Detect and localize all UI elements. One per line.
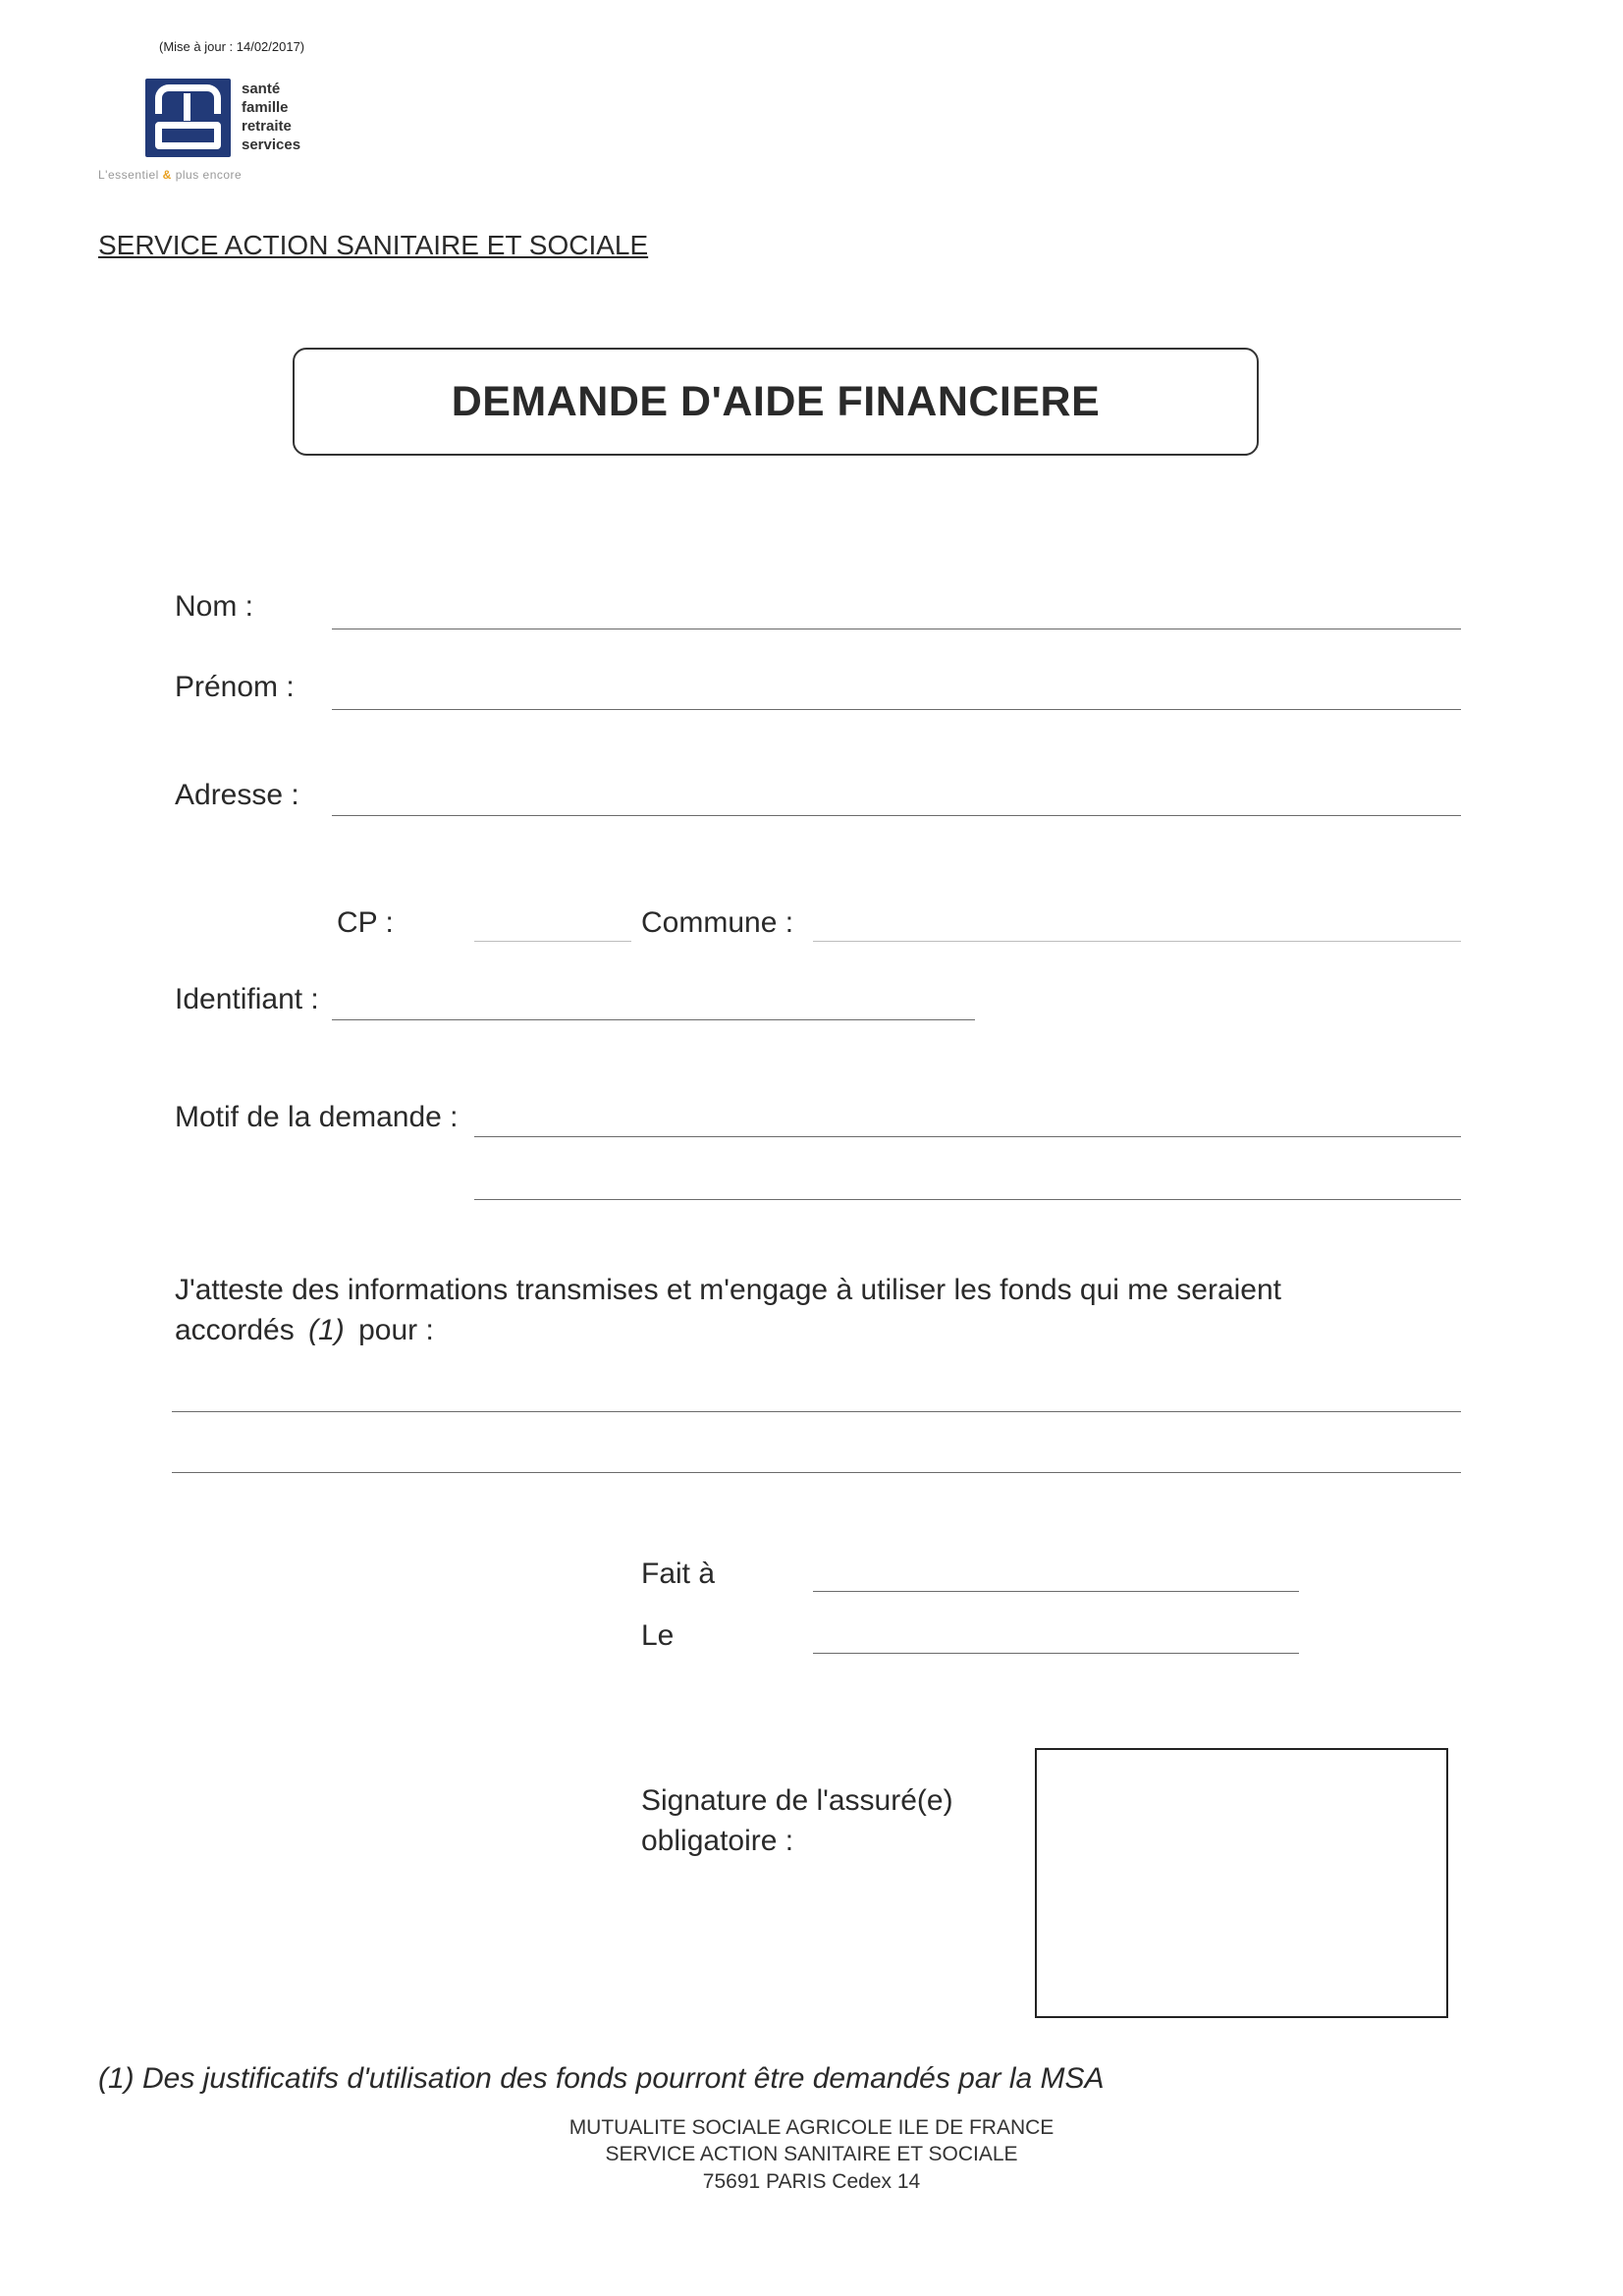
signature-label-line-2: obligatoire : bbox=[641, 1825, 794, 1857]
identifiant-label: Identifiant : bbox=[175, 983, 319, 1015]
logo-tagline: L'essentiel & plus encore bbox=[98, 168, 243, 182]
commune-field[interactable] bbox=[813, 941, 1461, 942]
adresse-field[interactable] bbox=[332, 815, 1461, 816]
attestation-text-line-1: J'atteste des informations transmises et m'engage à utiliser les fonds qui me seraient bbox=[175, 1274, 1282, 1306]
footer-line-3: 75691 PARIS Cedex 14 bbox=[702, 2170, 921, 2193]
service-title: SERVICE ACTION SANITAIRE ET SOCIALE bbox=[98, 230, 649, 260]
signature-box[interactable] bbox=[1035, 1748, 1448, 2018]
identifiant-field[interactable] bbox=[332, 1019, 975, 1020]
form-title: DEMANDE D'AIDE FINANCIERE bbox=[451, 377, 1101, 425]
attestation-field-line-2[interactable] bbox=[172, 1472, 1461, 1473]
logo-word-retraite: retraite bbox=[242, 118, 292, 135]
fait-a-field[interactable] bbox=[813, 1591, 1299, 1592]
logo-word-famille: famille bbox=[242, 99, 289, 116]
form-title-box bbox=[293, 348, 1259, 456]
prenom-field[interactable] bbox=[332, 709, 1461, 710]
adresse-label: Adresse : bbox=[175, 779, 299, 811]
motif-field-line-2[interactable] bbox=[474, 1199, 1461, 1200]
update-date-note: (Mise à jour : 14/02/2017) bbox=[159, 39, 305, 54]
cp-field[interactable] bbox=[474, 941, 631, 942]
attestation-text-line-2: accordés (1) pour : bbox=[175, 1314, 434, 1346]
msa-logo bbox=[145, 79, 231, 157]
motif-label: Motif de la demande : bbox=[175, 1101, 459, 1133]
cp-label: CP : bbox=[337, 906, 394, 939]
signature-label-line-1: Signature de l'assuré(e) bbox=[641, 1784, 953, 1817]
date-field[interactable] bbox=[813, 1653, 1299, 1654]
logo-word-services: services bbox=[242, 137, 301, 153]
motif-field-line-1[interactable] bbox=[474, 1136, 1461, 1137]
logo-words bbox=[242, 80, 300, 154]
footer-line-1: MUTUALITE SOCIALE AGRICOLE ILE DE FRANCE bbox=[568, 2116, 1055, 2139]
logo-word-sante: santé bbox=[242, 81, 281, 97]
commune-label: Commune : bbox=[641, 906, 794, 939]
prenom-label: Prénom : bbox=[175, 671, 295, 703]
attestation-field-line-1[interactable] bbox=[172, 1411, 1461, 1412]
fait-a-label: Fait à bbox=[641, 1558, 716, 1590]
nom-label: Nom : bbox=[175, 590, 254, 623]
footnote-reference: (1) bbox=[308, 1314, 345, 1346]
footnote: (1) Des justificatifs d'utilisation des fonds pourront être demandés par la MSA bbox=[98, 2062, 1105, 2095]
footer-line-2: SERVICE ACTION SANITAIRE ET SOCIALE bbox=[605, 2143, 1018, 2165]
le-label: Le bbox=[641, 1619, 675, 1652]
